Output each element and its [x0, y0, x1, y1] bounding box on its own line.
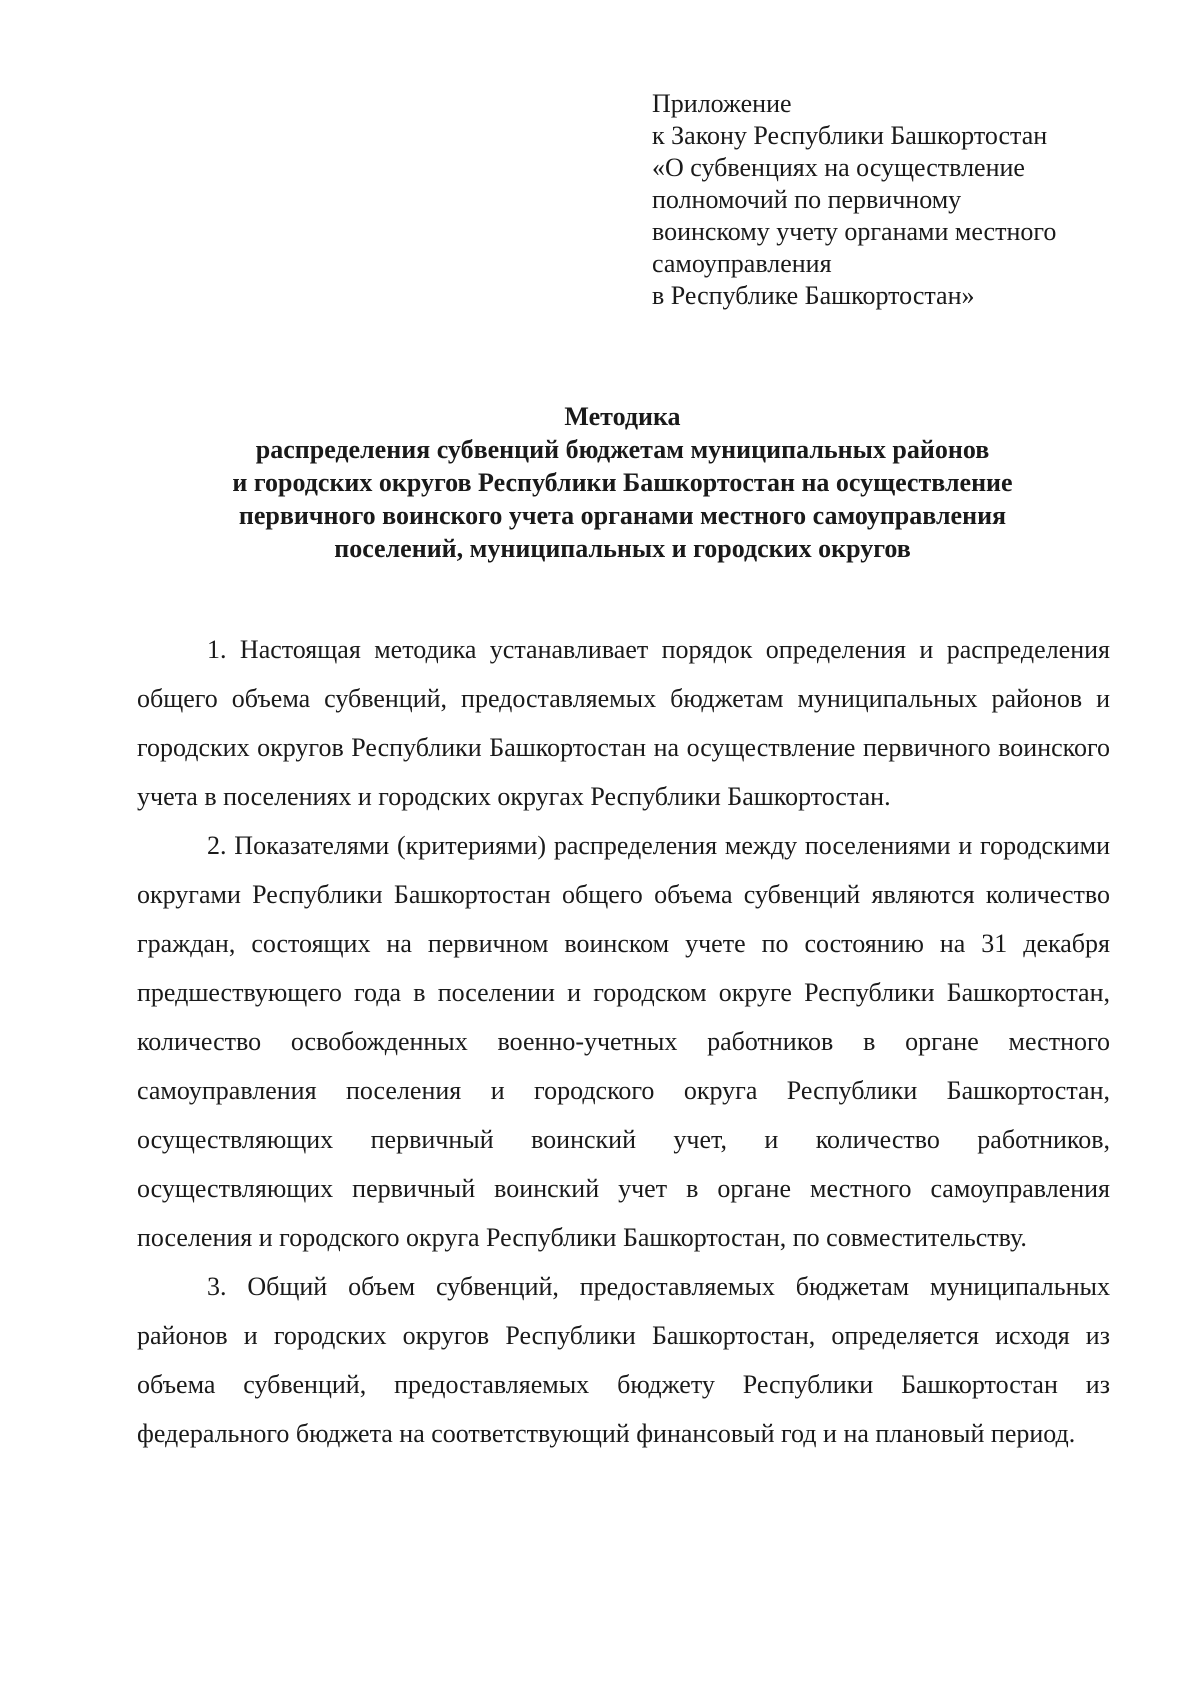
paragraph-1: 1. Настоящая методика устанавливает порядок определения и распределения общего объема субвенций, предоставляемых бюджетам муниципальных районов и городских округов Республики Башкортостан на осуществление первичного воинского учета в поселениях и городских округах Республики Башкортостан. [137, 635, 1110, 811]
document-title [130, 400, 1115, 565]
appendix-line: воинскому учету органами местного [652, 217, 1057, 246]
paragraph-2: 2. Показателями (критериями) распределения между поселениями и городскими округами Республики Башкортостан общего объема субвенций являются количество граждан, состоящих на первичном воинском учете по состоянию на 31 декабря предшествующего года в поселении и городском округе Республики Башкортостан, количество освобожденных военно-учетных работников в органе местного самоуправления поселения и городского округа Республики Башкортостан, осуществляющих первичный воинский учет, и количество работников, осуществляющих первичный воинский учет в органе местного самоуправления поселения и городского округа Республики Башкортостан, по совместительству. [137, 831, 1110, 1252]
title-line: Методика [564, 402, 681, 431]
appendix-header [652, 88, 1132, 312]
appendix-line: самоуправления [652, 249, 832, 278]
title-line: первичного воинского учета органами местного самоуправления [238, 501, 1007, 530]
appendix-line: «О субвенциях на осуществление [652, 153, 1025, 182]
appendix-line: к Закону Республики Башкортостан [652, 121, 1048, 150]
title-line: поселений, муниципальных и городских округов [334, 534, 911, 563]
appendix-line: в Республике Башкортостан» [652, 281, 975, 310]
appendix-line: Приложение [652, 89, 792, 118]
title-line: и городских округов Республики Башкортостан на осуществление [232, 468, 1013, 497]
title-line: распределения субвенций бюджетам муниципальных районов [255, 435, 990, 464]
document-body [137, 625, 1110, 1458]
appendix-line: полномочий по первичному [652, 185, 962, 214]
paragraph-3: 3. Общий объем субвенций, предоставляемых бюджетам муниципальных районов и городских округов Республики Башкортостан, определяется исходя из объема субвенций, предоставляемых бюджету Республики Башкортостан из федерального бюджета на соответствующий финансовый год и на плановый период. [137, 1272, 1110, 1448]
